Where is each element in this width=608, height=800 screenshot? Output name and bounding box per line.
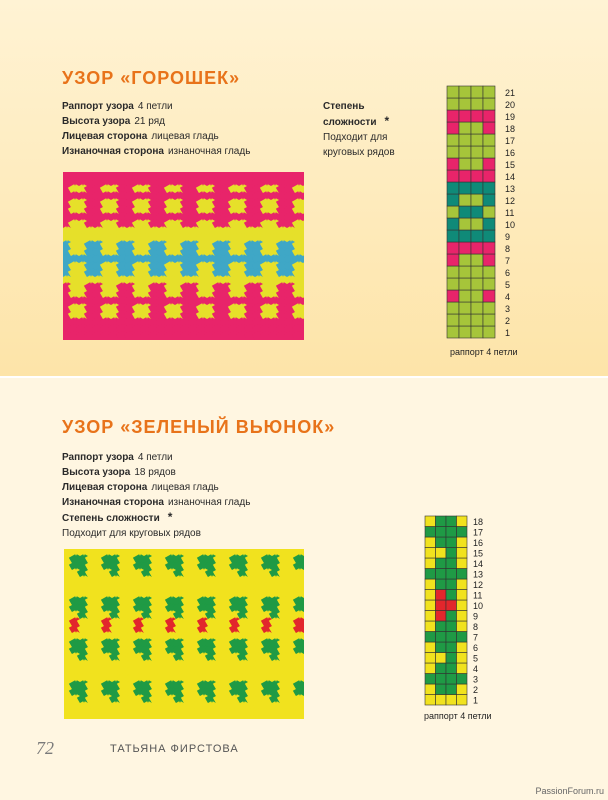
- chart-cell: [425, 695, 436, 706]
- row-number: 17: [473, 527, 484, 538]
- chart-cell: [446, 642, 457, 653]
- knit-stitch: [296, 647, 304, 654]
- chart-cell: [483, 242, 495, 254]
- chart-cell: [457, 621, 468, 632]
- pattern-1-specs: [62, 99, 250, 159]
- chart-cell: [436, 621, 447, 632]
- chart-cell: [436, 579, 447, 590]
- chart-cell: [425, 600, 436, 611]
- knit-stitch: [303, 179, 304, 186]
- chart-cell: [457, 569, 468, 580]
- chart-cell: [447, 302, 459, 314]
- knit-stitch: [303, 235, 304, 242]
- chart-cell: [447, 266, 459, 278]
- chart-cell: [483, 230, 495, 242]
- chart-cell: [425, 663, 436, 674]
- chart-cell: [459, 134, 471, 146]
- knit-stitch: [303, 298, 304, 305]
- knit-stitch: [296, 605, 304, 612]
- chart-cell: [457, 632, 468, 643]
- row-number: 17: [505, 136, 516, 146]
- chart-cell: [483, 170, 495, 182]
- row-number: 5: [473, 653, 479, 664]
- chart-cell: [436, 548, 447, 559]
- spec-label: Высота узора: [62, 116, 131, 127]
- row-number: 2: [505, 316, 511, 326]
- chart-cell: [459, 314, 471, 326]
- chart-cell: [457, 558, 468, 569]
- pattern-2-specs: [62, 450, 250, 541]
- row-number: 11: [505, 208, 515, 218]
- chart-cell: [483, 98, 495, 110]
- chart-cell: [446, 674, 457, 685]
- knit-stitch: [296, 717, 304, 719]
- chart-cell: [459, 206, 471, 218]
- pattern-2-swatch-photo: [64, 549, 304, 719]
- suits-text: круговых рядов: [323, 147, 395, 158]
- chart-cell: [425, 548, 436, 559]
- knit-stitch: [296, 556, 304, 563]
- knit-stitch: [303, 214, 304, 221]
- chart-cell: [436, 537, 447, 548]
- row-number: 13: [473, 569, 484, 580]
- knit-stitch: [296, 584, 304, 591]
- knit-stitch: [303, 256, 304, 263]
- chart-cell: [446, 516, 457, 527]
- chart-cell: [471, 302, 483, 314]
- chart-cell: [425, 569, 436, 580]
- row-number: 10: [473, 601, 484, 611]
- chart-cell: [446, 590, 457, 601]
- chart-cell: [483, 326, 495, 338]
- spec-row: [62, 144, 250, 159]
- watermark-text: PassionForum.ru: [535, 786, 604, 796]
- chart-cell: [457, 663, 468, 674]
- chart-cell: [459, 290, 471, 302]
- chart-cell: [483, 254, 495, 266]
- chart-cell: [425, 590, 436, 601]
- chart-cell: [457, 516, 468, 527]
- chart-cell: [471, 194, 483, 206]
- row-number: 3: [505, 304, 511, 314]
- chart-cell: [436, 632, 447, 643]
- chart-cell: [459, 230, 471, 242]
- chart-cell: [425, 653, 436, 664]
- chart-cell: [446, 558, 457, 569]
- chart-cell: [446, 600, 457, 611]
- spec-label: Высота узора: [62, 467, 131, 478]
- knit-stitch: [303, 193, 304, 200]
- row-number: 2: [473, 685, 479, 695]
- difficulty-label: сложности: [323, 117, 377, 128]
- spec-value: лицевая гладь: [151, 482, 219, 493]
- row-number: 1: [505, 328, 511, 338]
- knit-stitch: [296, 598, 304, 605]
- row-number: 7: [505, 256, 511, 266]
- knit-stitch: [303, 284, 304, 291]
- row-number: 8: [473, 622, 479, 632]
- chart-cell: [459, 122, 471, 134]
- knit-stitch: [303, 270, 304, 277]
- difficulty-star: *: [384, 114, 390, 128]
- chart-cell: [457, 548, 468, 559]
- chart-cell: [483, 194, 495, 206]
- knit-stitch: [296, 682, 304, 689]
- chart-cell: [457, 579, 468, 590]
- pattern-1-title: УЗОР «ГОРОШЕК»: [62, 68, 241, 88]
- difficulty-label: Степень: [323, 101, 365, 112]
- knit-stitch: [303, 207, 304, 214]
- author-name: ТАТЬЯНА ФИРСТОВА: [110, 743, 239, 755]
- row-number: 4: [473, 664, 479, 674]
- row-number: 16: [505, 148, 516, 158]
- knit-stitch: [303, 186, 304, 193]
- chart-cell: [446, 695, 457, 706]
- chart-cell: [459, 254, 471, 266]
- chart-cell: [483, 122, 495, 134]
- knit-stitch: [303, 312, 304, 319]
- chart-cell: [471, 134, 483, 146]
- chart-cell: [436, 590, 447, 601]
- knit-stitch: [303, 291, 304, 298]
- chart-cell: [447, 206, 459, 218]
- chart-cell: [471, 266, 483, 278]
- chart-cell: [457, 527, 468, 538]
- chart-cell: [446, 632, 457, 643]
- chart-cell: [436, 674, 447, 685]
- chart-cell: [483, 158, 495, 170]
- spec-row: [62, 114, 250, 129]
- row-number: 19: [505, 112, 516, 122]
- spec-value: изнаночная гладь: [167, 146, 251, 157]
- knit-stitch: [296, 654, 304, 661]
- chart-cell: [446, 621, 457, 632]
- knit-stitch: [296, 675, 304, 682]
- chart-cell: [483, 290, 495, 302]
- chart-cell: [436, 695, 447, 706]
- chart-cell: [447, 146, 459, 158]
- row-number: 14: [505, 172, 516, 182]
- row-number: 7: [473, 632, 479, 643]
- chart-cell: [457, 590, 468, 601]
- knit-stitch: [296, 619, 304, 626]
- knit-stitch: [303, 172, 304, 179]
- knit-stitch: [303, 326, 304, 333]
- chart-cell: [446, 537, 457, 548]
- chart-cell: [447, 134, 459, 146]
- chart-cell: [459, 110, 471, 122]
- chart-cell: [436, 642, 447, 653]
- difficulty-star: *: [167, 510, 173, 524]
- knit-stitch: [303, 249, 304, 256]
- pattern-1-chart-caption: раппорт 4 петли: [450, 347, 518, 357]
- chart-cell: [459, 302, 471, 314]
- pattern-2-title: УЗОР «ЗЕЛЕНЫЙ ВЬЮНОК»: [62, 417, 336, 437]
- chart-cell: [447, 158, 459, 170]
- chart-cell: [436, 684, 447, 695]
- spec-label: Изнаночная сторона: [62, 146, 164, 157]
- spec-label: Лицевая сторона: [62, 131, 148, 142]
- chart-cell: [471, 98, 483, 110]
- chart-cell: [447, 182, 459, 194]
- spec-value: изнаночная гладь: [167, 497, 251, 508]
- chart-cell: [447, 218, 459, 230]
- row-number: 12: [473, 580, 484, 590]
- knit-stitch: [296, 577, 304, 584]
- chart-cell: [459, 158, 471, 170]
- knit-stitch: [303, 333, 304, 340]
- chart-cell: [483, 218, 495, 230]
- chart-cell: [459, 86, 471, 98]
- chart-cell: [483, 134, 495, 146]
- chart-cell: [447, 230, 459, 242]
- row-number: 13: [505, 184, 516, 194]
- suits-text: Подходит для: [323, 132, 388, 143]
- chart-cell: [447, 98, 459, 110]
- chart-cell: [457, 600, 468, 611]
- chart-cell: [447, 86, 459, 98]
- chart-cell: [447, 194, 459, 206]
- knit-stitch: [296, 661, 304, 668]
- chart-cell: [425, 611, 436, 622]
- chart-cell: [459, 194, 471, 206]
- chart-cell: [459, 278, 471, 290]
- chart-cell: [446, 548, 457, 559]
- chart-cell: [425, 558, 436, 569]
- chart-cell: [471, 158, 483, 170]
- chart-cell: [457, 695, 468, 706]
- chart-cell: [459, 146, 471, 158]
- chart-cell: [483, 302, 495, 314]
- chart-cell: [447, 110, 459, 122]
- chart-cell: [447, 242, 459, 254]
- pattern-1-difficulty: [323, 99, 395, 160]
- chart-cell: [425, 642, 436, 653]
- chart-cell: [447, 170, 459, 182]
- knit-stitch: [303, 277, 304, 284]
- row-number: 9: [505, 232, 511, 242]
- spec-label: Раппорт узора: [62, 452, 134, 463]
- suits-text: Подходит для круговых рядов: [62, 528, 201, 539]
- knit-stitch: [296, 633, 304, 640]
- chart-cell: [457, 653, 468, 664]
- row-number: 3: [473, 674, 479, 685]
- chart-cell: [471, 170, 483, 182]
- chart-cell: [436, 527, 447, 538]
- chart-cell: [447, 290, 459, 302]
- chart-cell: [425, 621, 436, 632]
- row-number: 8: [505, 244, 511, 254]
- chart-cell: [436, 611, 447, 622]
- chart-cell: [446, 684, 457, 695]
- spec-label: Раппорт узора: [62, 101, 134, 112]
- spec-label: Изнаночная сторона: [62, 497, 164, 508]
- chart-cell: [459, 98, 471, 110]
- difficulty-label: Степень сложности: [62, 513, 160, 524]
- chart-cell: [459, 182, 471, 194]
- knit-stitch: [296, 570, 304, 577]
- pattern-1-chart: [447, 86, 527, 346]
- chart-cell: [483, 314, 495, 326]
- chart-cell: [425, 674, 436, 685]
- chart-cell: [459, 266, 471, 278]
- pattern-2-chart-caption: раппорт 4 петли: [424, 711, 492, 721]
- chart-cell: [483, 146, 495, 158]
- knit-stitch: [296, 626, 304, 633]
- knit-stitch: [296, 591, 304, 598]
- chart-cell: [471, 122, 483, 134]
- spec-value: 18 рядов: [134, 467, 176, 478]
- chart-cell: [425, 527, 436, 538]
- knit-stitch: [296, 640, 304, 647]
- row-number: 16: [473, 538, 484, 548]
- chart-cell: [459, 218, 471, 230]
- row-number: 6: [505, 268, 511, 278]
- row-number: 20: [505, 100, 516, 110]
- chart-cell: [425, 516, 436, 527]
- chart-cell: [483, 206, 495, 218]
- chart-cell: [436, 516, 447, 527]
- chart-cell: [425, 537, 436, 548]
- chart-cell: [483, 182, 495, 194]
- knit-stitch: [296, 549, 304, 556]
- knit-stitch: [303, 263, 304, 270]
- chart-cell: [446, 653, 457, 664]
- row-number: 14: [473, 559, 484, 569]
- knit-stitch: [303, 319, 304, 326]
- chart-cell: [459, 326, 471, 338]
- chart-cell: [457, 684, 468, 695]
- knit-stitch: [303, 221, 304, 228]
- page-number: 72: [36, 738, 54, 758]
- knit-stitch: [296, 563, 304, 570]
- knit-stitch: [303, 305, 304, 312]
- chart-cell: [471, 146, 483, 158]
- chart-cell: [471, 326, 483, 338]
- row-number: 12: [505, 196, 516, 206]
- chart-cell: [457, 642, 468, 653]
- row-number: 18: [505, 124, 516, 134]
- chart-cell: [446, 579, 457, 590]
- chart-cell: [447, 314, 459, 326]
- chart-cell: [471, 314, 483, 326]
- pattern-1-swatch-photo: [63, 172, 304, 340]
- chart-cell: [447, 326, 459, 338]
- chart-cell: [457, 611, 468, 622]
- knit-stitch: [296, 696, 304, 703]
- spec-value: 4 петли: [137, 452, 173, 463]
- row-number: 6: [473, 643, 479, 653]
- row-number: 1: [473, 695, 479, 706]
- row-number: 11: [473, 590, 483, 601]
- chart-cell: [459, 242, 471, 254]
- chart-cell: [457, 674, 468, 685]
- spec-row: [62, 99, 250, 114]
- chart-cell: [436, 653, 447, 664]
- row-number: 5: [505, 280, 511, 290]
- chart-cell: [483, 110, 495, 122]
- row-number: 10: [505, 220, 516, 230]
- chart-cell: [483, 278, 495, 290]
- row-number: 21: [505, 88, 516, 98]
- chart-cell: [459, 170, 471, 182]
- chart-cell: [483, 86, 495, 98]
- spec-value: 4 петли: [137, 101, 173, 112]
- chart-cell: [436, 600, 447, 611]
- row-number: 15: [473, 548, 484, 559]
- chart-cell: [446, 663, 457, 674]
- chart-cell: [471, 110, 483, 122]
- chart-cell: [446, 611, 457, 622]
- knit-stitch: [296, 612, 304, 619]
- chart-cell: [446, 527, 457, 538]
- chart-cell: [436, 569, 447, 580]
- knit-stitch: [296, 668, 304, 675]
- row-number: 18: [473, 517, 484, 527]
- spec-value: 21 ряд: [134, 116, 165, 127]
- chart-cell: [447, 254, 459, 266]
- chart-cell: [471, 218, 483, 230]
- chart-cell: [471, 182, 483, 194]
- chart-cell: [471, 278, 483, 290]
- chart-cell: [447, 122, 459, 134]
- row-number: 4: [505, 292, 511, 302]
- knit-stitch: [296, 703, 304, 710]
- chart-cell: [457, 537, 468, 548]
- chart-cell: [425, 579, 436, 590]
- chart-cell: [425, 632, 436, 643]
- knit-stitch: [303, 242, 304, 249]
- row-number: 9: [473, 611, 479, 622]
- pattern-2-chart: [425, 516, 495, 711]
- chart-cell: [436, 558, 447, 569]
- knit-stitch: [296, 710, 304, 717]
- chart-cell: [471, 86, 483, 98]
- row-number: 15: [505, 160, 516, 170]
- chart-cell: [447, 278, 459, 290]
- chart-cell: [471, 242, 483, 254]
- chart-cell: [471, 206, 483, 218]
- spec-label: Лицевая сторона: [62, 482, 148, 493]
- chart-cell: [483, 266, 495, 278]
- knit-stitch: [296, 689, 304, 696]
- knit-stitch: [303, 228, 304, 235]
- spec-row: [62, 129, 250, 144]
- chart-cell: [471, 230, 483, 242]
- chart-cell: [425, 684, 436, 695]
- chart-cell: [446, 569, 457, 580]
- chart-cell: [471, 290, 483, 302]
- chart-cell: [471, 254, 483, 266]
- spec-value: лицевая гладь: [151, 131, 219, 142]
- knit-stitch: [303, 200, 304, 207]
- chart-cell: [436, 663, 447, 674]
